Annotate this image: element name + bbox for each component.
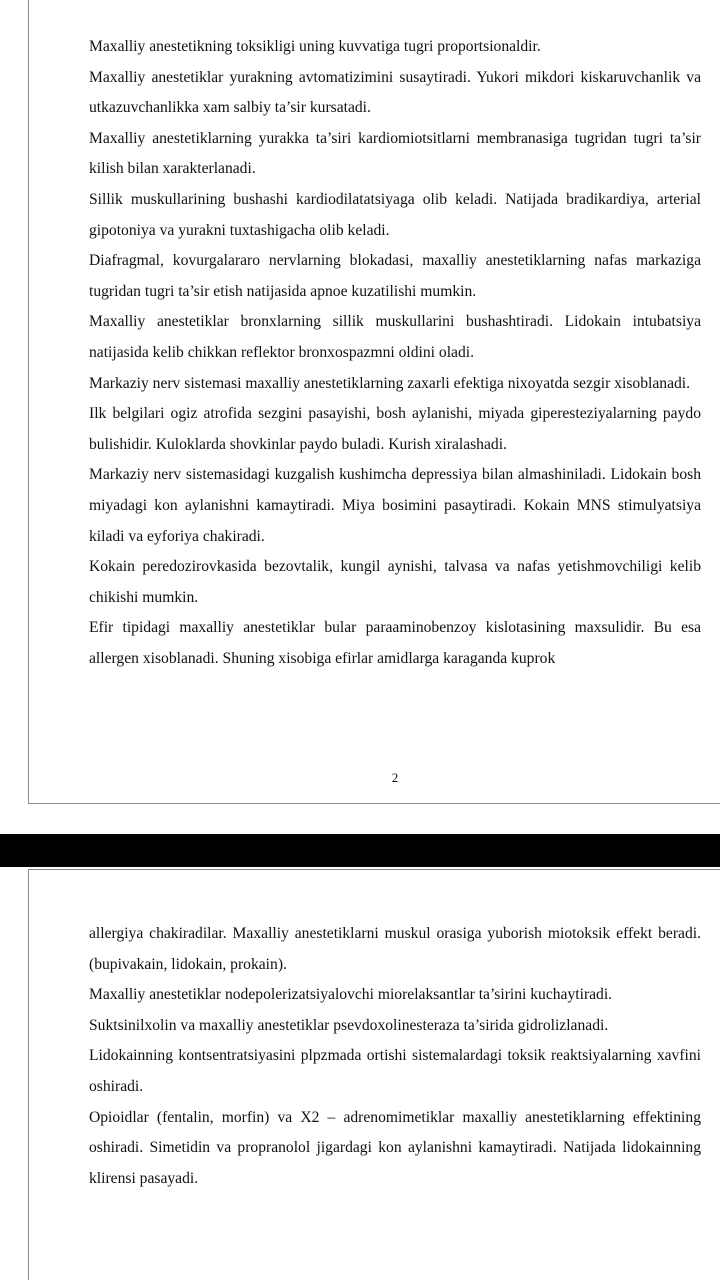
page-2-body-text — [89, 32, 701, 674]
page-separator — [0, 834, 720, 867]
paragraph: Maxalliy anestetiklarning yurakka ta’siri kardiomiotsitlarni membranasiga tugridan tugri ta’sir kilish bilan xarakterlanadi. — [89, 129, 701, 178]
paragraph: Maxalliy anestetiklar yurakning avtomatizimini susaytiradi. Yukori mikdori kiskaruvchanlik va utkazuvchanlikka xam salbiy ta’sir kursatadi. — [89, 68, 701, 117]
paragraph: Markaziy nerv sistemasi maxalliy anestetiklarning zaxarli efektiga nixoyatda sezgir xisoblanadi. — [89, 374, 691, 392]
paragraph: Maxalliy anestetikning toksikligi uning kuvvatiga tugri proportsionaldir. — [89, 38, 541, 55]
paragraph: Markaziy nerv sistemasidagi kuzgalish kushimcha depressiya bilan almashiniladi. Lidokain bosh miyadagi kon aylanishni kamaytiradi. Miya bosimini pasaytiradi. Kokain MNS stimulyatsiya kiladi va eyforiya chakiradi. — [89, 466, 701, 545]
paragraph: Opioidlar (fentalin, morfin) va X2 – adrenomimetiklar maxalliy anestetiklarning effektining oshiradi. Simetidin va propranolol jigardagi kon aylanishni kamaytiradi. Natijada lidokainning klirensi pasayadi. — [89, 1108, 701, 1187]
document-page-3 — [28, 869, 720, 1280]
paragraph: Lidokainning kontsentratsiyasini plpzmada ortishi sistemalardagi toksik reaktsiyalarning xavfini oshiradi. — [89, 1047, 701, 1095]
paragraph: Kokain peredozirovkasida bezovtalik, kungil aynishi, talvasa va nafas yetishmovchiligi kelib chikishi mumkin. — [89, 558, 701, 606]
page-number: 2 — [391, 770, 399, 785]
paragraph: allergiya chakiradilar. Maxalliy anestetiklarni muskul orasiga yuborish miotoksik effekt beradi. (bupivakain, lidokain, prokain). — [89, 925, 701, 973]
paragraph: Diafragmal, kovurgalararo nervlarning blokadasi, maxalliy anestetiklarning nafas markaziga tugridan tugri ta’sir etish natijasida apnoe kuzatilishi mumkin. — [89, 252, 701, 300]
page-3-body-text — [89, 919, 701, 1194]
paragraph: Maxalliy anestetiklar nodepolerizatsiyalovchi miorelaksantlar ta’sirini kuchaytiradi. — [89, 986, 613, 1004]
document-page-2 — [28, 0, 720, 804]
paragraph: Maxalliy anestetiklar bronxlarning sillik muskullarini bushashtiradi. Lidokain intubatsiya natijasida kelib chikkan reflektor bronxospazmni oldini oladi. — [89, 313, 701, 361]
paragraph: Ilk belgilari ogiz atrofida sezgini pasayishi, bosh aylanishi, miyada giperesteziyalarning paydo bulishidir. Kuloklarda shovkinlar paydo buladi. Kurish xiralashadi. — [89, 405, 701, 453]
paragraph: Suktsinilxolin va maxalliy anestetiklar psevdoxolinesteraza ta’sirida gidrolizlanadi. — [89, 1016, 609, 1034]
paragraph: Sillik muskullarining bushashi kardiodilatatsiyaga olib keladi. Natijada bradikardiya, arterial gipotoniya va yurakni tuxtashigacha olib keladi. — [89, 190, 701, 239]
paragraph: Efir tipidagi maxalliy anestetiklar bular paraaminobenzoy kislotasining maxsulidir. Bu esa allergen xisoblanadi. Shuning xisobiga efirlar amidlarga karaganda kuprok — [89, 619, 701, 667]
